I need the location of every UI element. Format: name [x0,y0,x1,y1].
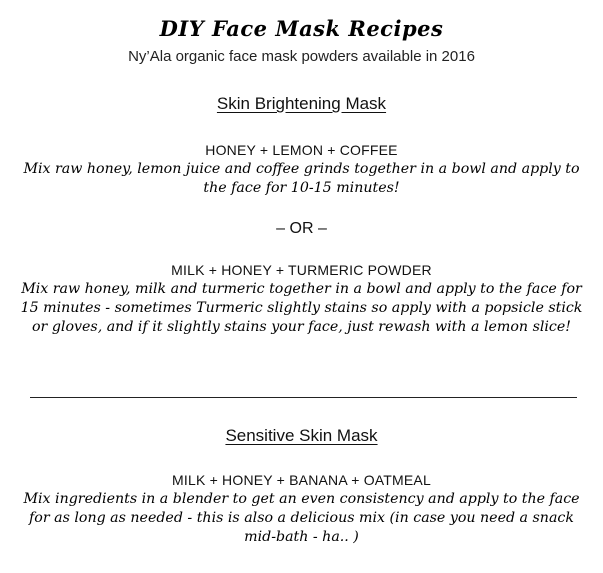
recipe-name-milk-honey-turmeric: MILK + HONEY + TURMERIC POWDER [171,262,432,278]
section-heading-label: Skin Brightening Mask [216,94,387,113]
recipe-instructions-milk-honey-turmeric: Mix raw honey, milk and turmeric together in a bowl and apply to the face for 15 minutes - sometimes Turmeric slightly stains so apply with a popsicle stick or gloves, and if it slightly stains your face, just rewash with a lemon slice! [20,281,583,335]
page-subtitle: Ny’Ala organic face mask powders available in 2016 [128,48,475,65]
section-heading-skin-brightening [0,94,603,114]
or-separator: – OR – [276,220,327,237]
page-title: DIY Face Mask Recipes [159,16,444,41]
recipe-name-milk-honey-banana-oatmeal: MILK + HONEY + BANANA + OATMEAL [172,472,431,488]
section-heading-sensitive-skin [0,426,603,446]
recipe-name-honey-lemon-coffee: HONEY + LEMON + COFFEE [205,142,398,158]
recipe-instructions-honey-lemon-coffee: Mix raw honey, lemon juice and coffee grinds together in a bowl and apply to the face for 10-15 minutes! [23,161,580,196]
section-divider [30,397,577,398]
section-heading-label: Sensitive Skin Mask [225,426,378,445]
recipe-instructions-milk-honey-banana-oatmeal: Mix ingredients in a blender to get an even consistency and apply to the face for as long as needed - this is also a delicious mix (in case you need a snack mid-bath - ha.. ) [23,491,580,545]
